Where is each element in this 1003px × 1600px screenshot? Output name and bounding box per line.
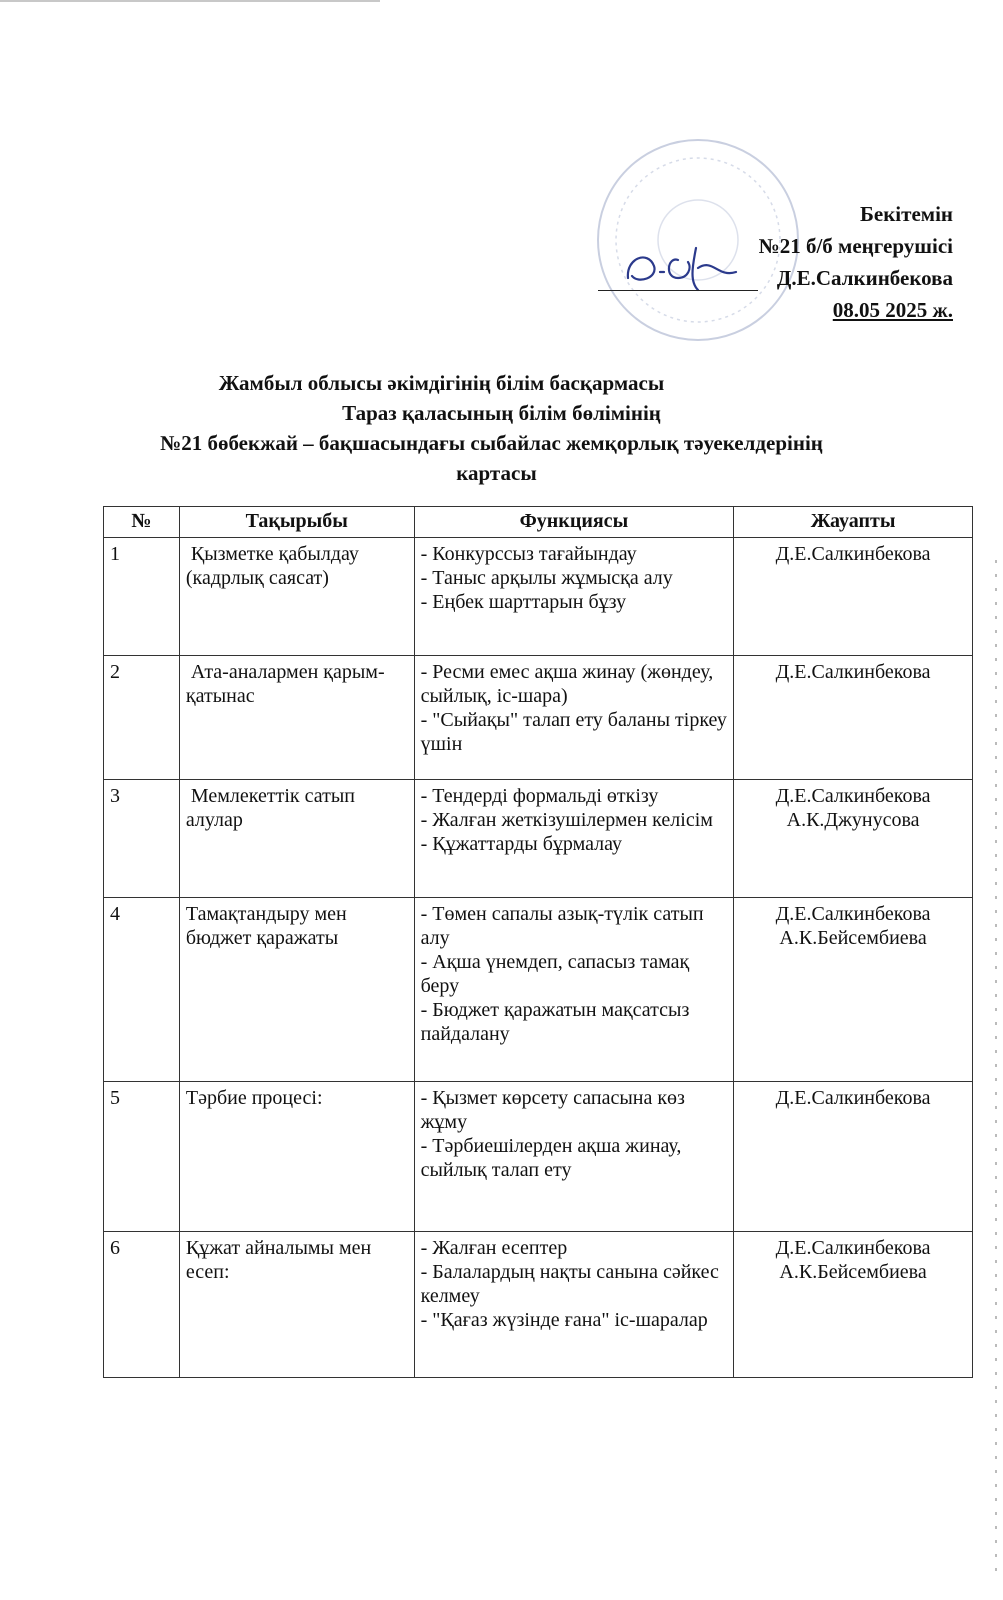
function-item: - Жалған жеткізушілермен келісім (420, 809, 713, 831)
responsible-name: А.К.Бейсембиева (779, 1261, 927, 1283)
scan-edge-dots (995, 560, 997, 1580)
row-responsible (734, 898, 973, 1082)
function-item: - Конкурссыз тағайындау (420, 543, 637, 565)
title-line-2: Тараз қаласының білім бөлімінің (342, 401, 661, 425)
table-row (104, 1082, 973, 1232)
approval-name: Д.Е.Салкинбекова (776, 266, 953, 290)
approval-position: №21 б/б меңгерушісі (758, 234, 953, 258)
header-function: Функциясы (414, 507, 734, 538)
row-topic: Тамақтандыру мен бюджет қаражаты (179, 898, 414, 1082)
function-item: - Тәрбиешілерден ақша жинау, сыйлық талап ету (420, 1135, 682, 1181)
function-item: - "Қағаз жүзінде ғана" іс-шаралар (420, 1309, 708, 1331)
row-topic: Ата-аналармен қарым-қатынас (179, 656, 414, 780)
responsible-name: Д.Е.Салкинбекова (775, 543, 931, 565)
row-responsible (734, 1232, 973, 1378)
header-responsible: Жауапты (734, 507, 973, 538)
responsible-name: А.К.Бейсембиева (779, 927, 927, 949)
function-item: - Төмен сапалы азық-түлік сатып алу (420, 903, 704, 949)
function-item: - Құжаттарды бұрмалау (420, 833, 623, 855)
document-title (60, 368, 943, 488)
title-line-3: №21 бөбекжай – бақшасындағы сыбайлас жемқорлық тәуекелдерінің (160, 431, 823, 455)
responsible-name: Д.Е.Салкинбекова (775, 1087, 931, 1109)
row-number: 3 (104, 780, 180, 898)
header-topic: Тақырыбы (179, 507, 414, 538)
function-item: - Қызмет көрсету сапасына көз жұму (420, 1087, 685, 1133)
approval-title: Бекітемін (859, 202, 953, 226)
title-line-1: Жамбыл облысы әкімдігінің білім басқармасы (218, 371, 665, 395)
table-row (104, 1232, 973, 1378)
table-header-row (104, 507, 973, 538)
header-number: № (104, 507, 180, 538)
signature-line (598, 290, 758, 291)
row-responsible (734, 656, 973, 780)
responsible-name: Д.Е.Салкинбекова (775, 903, 931, 925)
title-line-4: картасы (456, 461, 537, 485)
table-row (104, 898, 973, 1082)
responsible-name: Д.Е.Салкинбекова (775, 785, 931, 807)
table-row (104, 780, 973, 898)
row-number: 1 (104, 538, 180, 656)
scan-edge-line (0, 0, 380, 2)
row-functions (414, 898, 734, 1082)
approval-date: 08.05 2025 ж. (832, 298, 953, 322)
function-item: - Жалған есептер (420, 1237, 568, 1259)
row-topic: Құжат айналымы мен есеп: (179, 1232, 414, 1378)
row-functions (414, 656, 734, 780)
function-item: - Ресми емес ақша жинау (жөндеу, сыйлық, іс-шара) (420, 661, 714, 707)
function-item: - Балалардың нақты санына сәйкес келмеу (420, 1261, 719, 1307)
risk-table (103, 506, 973, 1378)
function-item: - "Сыйақы" талап ету баланы тіркеу үшін (420, 709, 727, 755)
responsible-name: Д.Е.Салкинбекова (775, 1237, 931, 1259)
row-number: 4 (104, 898, 180, 1082)
row-functions (414, 1232, 734, 1378)
row-responsible (734, 780, 973, 898)
row-number: 2 (104, 656, 180, 780)
row-number: 5 (104, 1082, 180, 1232)
row-topic: Қызметке қабылдау (кадрлық саясат) (179, 538, 414, 656)
row-functions (414, 1082, 734, 1232)
function-item: - Тендерді формальді өткізу (420, 785, 659, 807)
responsible-name: А.К.Джунусова (786, 809, 920, 831)
function-item: - Таныс арқылы жұмысқа алу (420, 567, 673, 589)
row-responsible (734, 538, 973, 656)
row-responsible (734, 1082, 973, 1232)
responsible-name: Д.Е.Салкинбекова (775, 661, 931, 683)
row-number: 6 (104, 1232, 180, 1378)
signature-icon (618, 238, 758, 298)
table-row (104, 538, 973, 656)
row-topic: Мемлекеттік сатып алулар (179, 780, 414, 898)
row-topic: Тәрбие процесі: (179, 1082, 414, 1232)
table-row (104, 656, 973, 780)
row-functions (414, 780, 734, 898)
function-item: - Ақша үнемдеп, сапасыз тамақ беру (420, 951, 690, 997)
row-functions (414, 538, 734, 656)
function-item: - Бюджет қаражатын мақсатсыз пайдалану (420, 999, 690, 1045)
function-item: - Еңбек шарттарын бұзу (420, 591, 627, 613)
